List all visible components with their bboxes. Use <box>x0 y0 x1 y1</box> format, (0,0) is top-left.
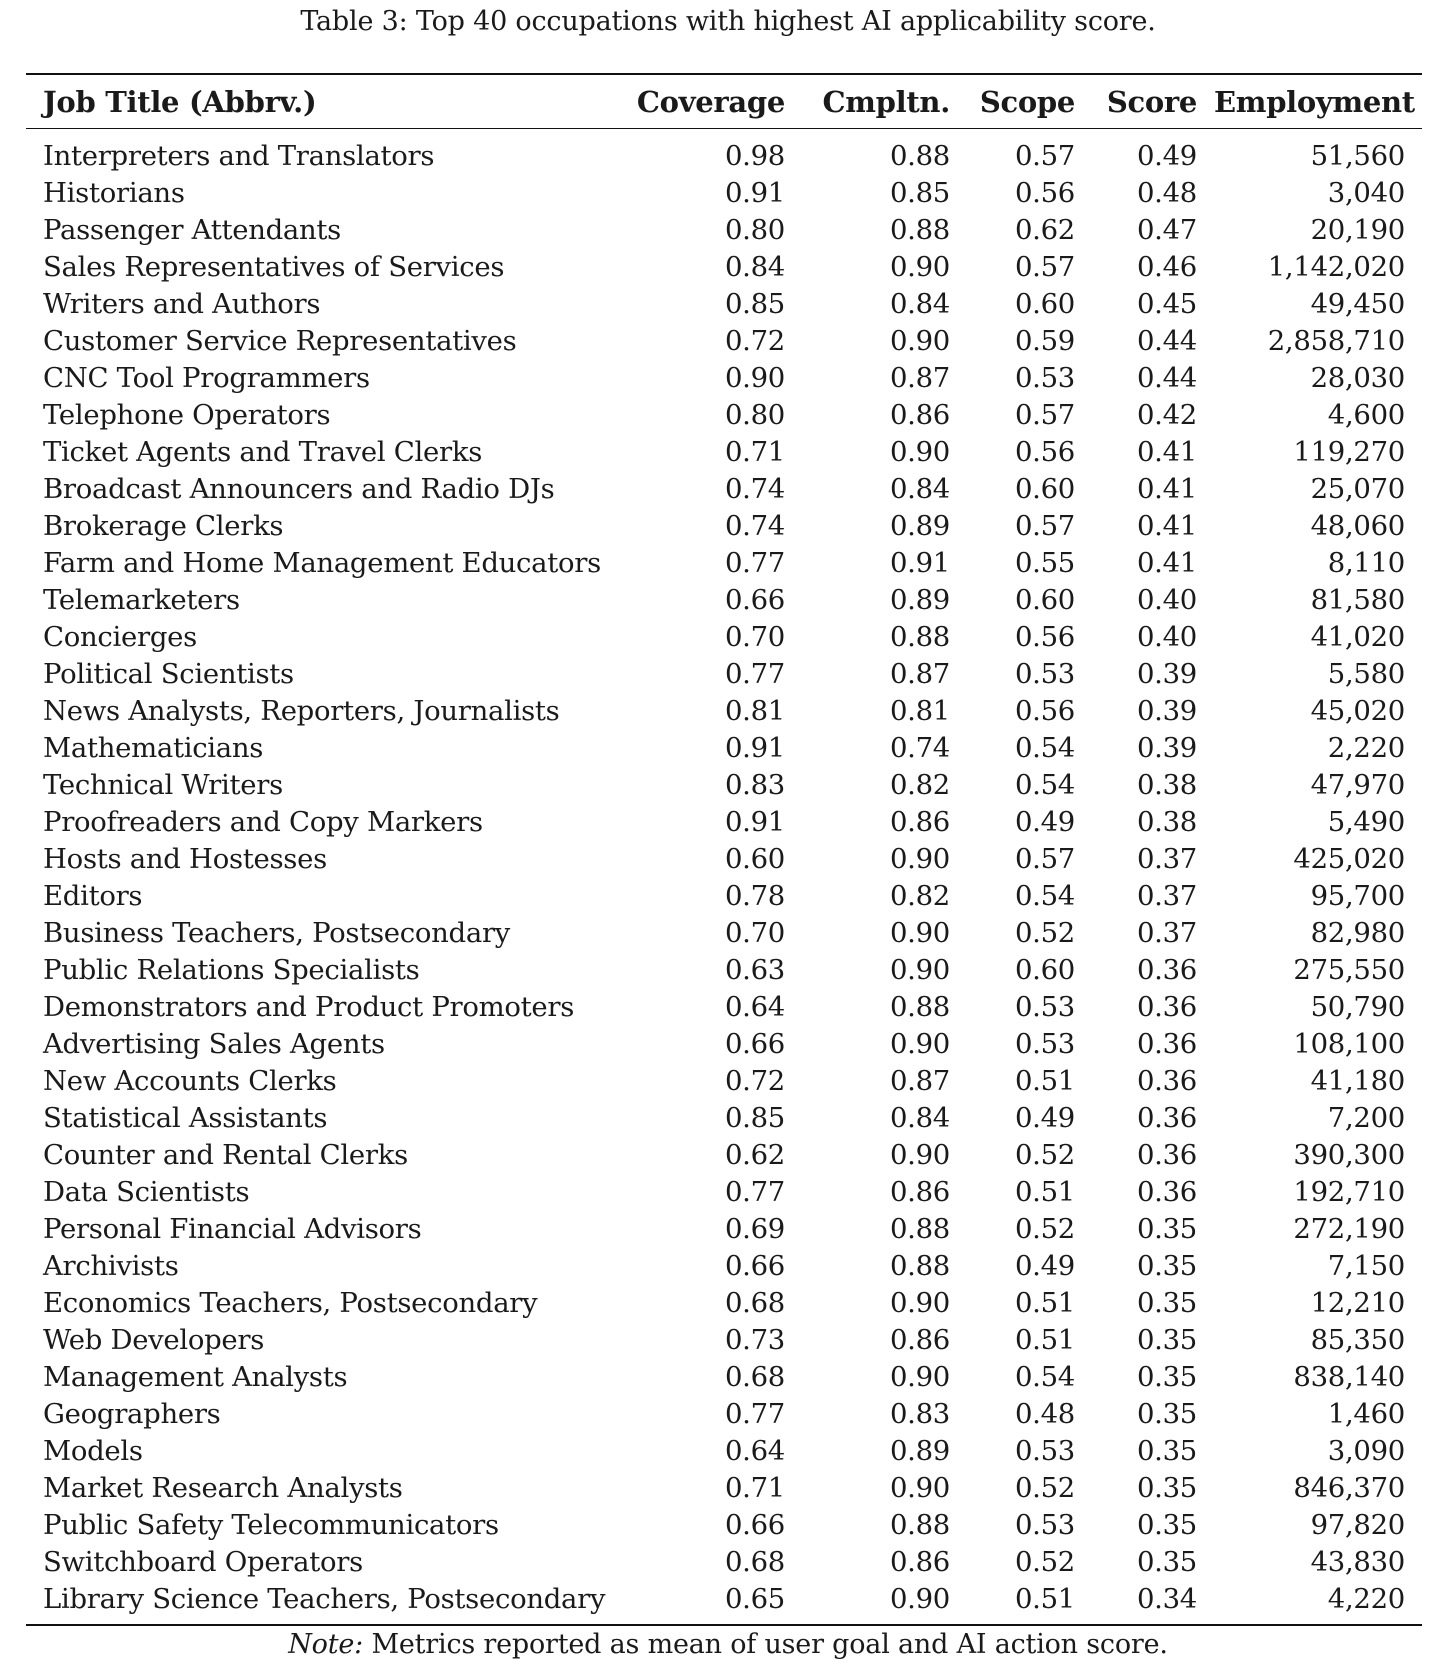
cell-coverage: 0.66 <box>724 1028 785 1060</box>
cell-job-title: Management Analysts <box>43 1361 348 1393</box>
cell-employment: 82,980 <box>1310 917 1405 949</box>
cell-scope: 0.60 <box>1014 288 1075 320</box>
cell-scope: 0.53 <box>1014 1435 1075 1467</box>
cell-employment: 3,040 <box>1327 177 1405 209</box>
cell-employment: 41,180 <box>1310 1065 1405 1097</box>
table-row <box>26 360 1422 397</box>
cell-coverage: 0.66 <box>724 1509 785 1541</box>
cell-coverage: 0.71 <box>724 1472 785 1504</box>
table-row <box>26 582 1422 619</box>
cell-scope: 0.52 <box>1014 1213 1075 1245</box>
cell-coverage: 0.66 <box>724 584 785 616</box>
cell-cmpltn: 0.89 <box>889 1435 950 1467</box>
cell-coverage: 0.68 <box>724 1546 785 1578</box>
table-row <box>26 1396 1422 1433</box>
cell-scope: 0.54 <box>1014 769 1075 801</box>
cell-score: 0.41 <box>1136 510 1197 542</box>
cell-cmpltn: 0.88 <box>889 991 950 1023</box>
cell-job-title: Library Science Teachers, Postsecondary <box>43 1583 606 1615</box>
cell-cmpltn: 0.90 <box>889 1139 950 1171</box>
table-row <box>26 767 1422 804</box>
cell-score: 0.35 <box>1136 1398 1197 1430</box>
cell-score: 0.45 <box>1136 288 1197 320</box>
table-row <box>26 1581 1422 1625</box>
note-label: Note: <box>288 1629 364 1660</box>
cell-cmpltn: 0.84 <box>889 288 950 320</box>
cell-coverage: 0.68 <box>724 1361 785 1393</box>
cell-job-title: Sales Representatives of Services <box>43 251 505 283</box>
cell-coverage: 0.64 <box>724 991 785 1023</box>
table-row <box>26 212 1422 249</box>
cell-cmpltn: 0.90 <box>889 843 950 875</box>
table-row <box>26 989 1422 1026</box>
cell-employment: 28,030 <box>1310 362 1405 394</box>
cell-cmpltn: 0.74 <box>889 732 950 764</box>
cell-job-title: Interpreters and Translators <box>43 140 435 172</box>
cell-job-title: Market Research Analysts <box>43 1472 403 1504</box>
table-row <box>26 693 1422 730</box>
cell-coverage: 0.91 <box>724 177 785 209</box>
cell-coverage: 0.84 <box>724 251 785 283</box>
cell-cmpltn: 0.86 <box>889 1176 950 1208</box>
table-row <box>26 619 1422 656</box>
cell-score: 0.48 <box>1136 177 1197 209</box>
table-row <box>26 1026 1422 1063</box>
table-row <box>26 397 1422 434</box>
cell-score: 0.37 <box>1136 843 1197 875</box>
cell-employment: 1,460 <box>1327 1398 1405 1430</box>
table-row <box>26 878 1422 915</box>
header-score: Score <box>1106 84 1197 119</box>
cell-scope: 0.54 <box>1014 880 1075 912</box>
cell-coverage: 0.91 <box>724 732 785 764</box>
cell-scope: 0.56 <box>1014 695 1075 727</box>
cell-coverage: 0.71 <box>724 436 785 468</box>
cell-cmpltn: 0.90 <box>889 251 950 283</box>
table-row <box>26 1285 1422 1322</box>
cell-cmpltn: 0.90 <box>889 1361 950 1393</box>
cell-job-title: Web Developers <box>43 1324 265 1356</box>
cell-coverage: 0.60 <box>724 843 785 875</box>
cell-coverage: 0.80 <box>724 399 785 431</box>
cell-coverage: 0.85 <box>724 288 785 320</box>
table-row <box>26 545 1422 582</box>
table-header-row <box>26 74 1422 129</box>
cell-coverage: 0.64 <box>724 1435 785 1467</box>
cell-cmpltn: 0.85 <box>889 177 950 209</box>
table-row <box>26 656 1422 693</box>
cell-score: 0.41 <box>1136 547 1197 579</box>
table-body <box>26 129 1422 1626</box>
cell-scope: 0.51 <box>1014 1065 1075 1097</box>
cell-employment: 119,270 <box>1293 436 1405 468</box>
cell-employment: 97,820 <box>1310 1509 1405 1541</box>
cell-scope: 0.53 <box>1014 1028 1075 1060</box>
cell-coverage: 0.77 <box>724 1176 785 1208</box>
cell-cmpltn: 0.82 <box>889 880 950 912</box>
cell-cmpltn: 0.83 <box>889 1398 950 1430</box>
cell-employment: 425,020 <box>1293 843 1405 875</box>
cell-score: 0.35 <box>1136 1213 1197 1245</box>
cell-score: 0.36 <box>1136 991 1197 1023</box>
cell-employment: 108,100 <box>1293 1028 1405 1060</box>
cell-score: 0.44 <box>1136 325 1197 357</box>
cell-score: 0.35 <box>1136 1361 1197 1393</box>
cell-job-title: Farm and Home Management Educators <box>43 547 601 579</box>
table-row <box>26 1063 1422 1100</box>
header-coverage: Coverage <box>636 84 785 119</box>
cell-employment: 7,200 <box>1327 1102 1405 1134</box>
cell-scope: 0.51 <box>1014 1176 1075 1208</box>
cell-job-title: Political Scientists <box>43 658 294 690</box>
occupations-table <box>26 73 1422 1626</box>
table-row <box>26 1322 1422 1359</box>
cell-cmpltn: 0.88 <box>889 1213 950 1245</box>
cell-cmpltn: 0.89 <box>889 584 950 616</box>
table-row <box>26 508 1422 545</box>
cell-job-title: News Analysts, Reporters, Journalists <box>43 695 560 727</box>
note-text: Metrics reported as mean of user goal and AI action score. <box>371 1629 1168 1660</box>
cell-cmpltn: 0.87 <box>889 1065 950 1097</box>
cell-coverage: 0.65 <box>724 1583 785 1615</box>
cell-score: 0.39 <box>1136 658 1197 690</box>
cell-cmpltn: 0.82 <box>889 769 950 801</box>
cell-score: 0.35 <box>1136 1435 1197 1467</box>
cell-employment: 81,580 <box>1310 584 1405 616</box>
cell-job-title: Hosts and Hostesses <box>43 843 327 875</box>
cell-coverage: 0.77 <box>724 1398 785 1430</box>
cell-scope: 0.60 <box>1014 954 1075 986</box>
cell-scope: 0.54 <box>1014 732 1075 764</box>
cell-scope: 0.57 <box>1014 399 1075 431</box>
cell-cmpltn: 0.87 <box>889 658 950 690</box>
table-note <box>0 1628 1456 1662</box>
cell-score: 0.38 <box>1136 769 1197 801</box>
cell-job-title: Proofreaders and Copy Markers <box>43 806 483 838</box>
cell-score: 0.37 <box>1136 917 1197 949</box>
table-row <box>26 1137 1422 1174</box>
cell-coverage: 0.72 <box>724 325 785 357</box>
cell-scope: 0.52 <box>1014 1472 1075 1504</box>
table-row <box>26 1174 1422 1211</box>
cell-coverage: 0.77 <box>724 547 785 579</box>
cell-cmpltn: 0.86 <box>889 1546 950 1578</box>
cell-cmpltn: 0.86 <box>889 806 950 838</box>
cell-job-title: Brokerage Clerks <box>43 510 284 542</box>
cell-cmpltn: 0.89 <box>889 510 950 542</box>
cell-job-title: Writers and Authors <box>43 288 321 320</box>
cell-employment: 838,140 <box>1293 1361 1405 1393</box>
table-row <box>26 471 1422 508</box>
cell-job-title: Statistical Assistants <box>43 1102 328 1134</box>
cell-scope: 0.51 <box>1014 1287 1075 1319</box>
header-employment: Employment <box>1214 84 1415 119</box>
cell-employment: 7,150 <box>1327 1250 1405 1282</box>
table-row <box>26 1211 1422 1248</box>
cell-coverage: 0.62 <box>724 1139 785 1171</box>
cell-cmpltn: 0.86 <box>889 399 950 431</box>
cell-employment: 48,060 <box>1310 510 1405 542</box>
cell-employment: 4,600 <box>1327 399 1405 431</box>
table-row <box>26 286 1422 323</box>
cell-score: 0.47 <box>1136 214 1197 246</box>
cell-cmpltn: 0.90 <box>889 917 950 949</box>
cell-cmpltn: 0.90 <box>889 1287 950 1319</box>
cell-coverage: 0.66 <box>724 1250 785 1282</box>
cell-scope: 0.53 <box>1014 362 1075 394</box>
table-row <box>26 804 1422 841</box>
cell-coverage: 0.80 <box>724 214 785 246</box>
cell-coverage: 0.70 <box>724 917 785 949</box>
cell-cmpltn: 0.90 <box>889 325 950 357</box>
cell-score: 0.35 <box>1136 1509 1197 1541</box>
cell-job-title: Public Relations Specialists <box>43 954 420 986</box>
cell-cmpltn: 0.91 <box>889 547 950 579</box>
cell-job-title: Customer Service Representatives <box>43 325 517 357</box>
cell-scope: 0.53 <box>1014 991 1075 1023</box>
cell-cmpltn: 0.86 <box>889 1324 950 1356</box>
cell-coverage: 0.70 <box>724 621 785 653</box>
cell-employment: 8,110 <box>1327 547 1405 579</box>
cell-scope: 0.51 <box>1014 1324 1075 1356</box>
cell-score: 0.35 <box>1136 1324 1197 1356</box>
cell-employment: 3,090 <box>1327 1435 1405 1467</box>
cell-job-title: Switchboard Operators <box>43 1546 363 1578</box>
cell-cmpltn: 0.90 <box>889 1472 950 1504</box>
cell-employment: 5,490 <box>1327 806 1405 838</box>
cell-scope: 0.48 <box>1014 1398 1075 1430</box>
cell-job-title: Geographers <box>43 1398 221 1430</box>
cell-job-title: Demonstrators and Product Promoters <box>43 991 575 1023</box>
table-row <box>26 434 1422 471</box>
cell-coverage: 0.78 <box>724 880 785 912</box>
cell-scope: 0.53 <box>1014 658 1075 690</box>
cell-job-title: CNC Tool Programmers <box>43 362 370 394</box>
cell-employment: 47,970 <box>1310 769 1405 801</box>
cell-cmpltn: 0.90 <box>889 1583 950 1615</box>
cell-cmpltn: 0.84 <box>889 1102 950 1134</box>
cell-coverage: 0.68 <box>724 1287 785 1319</box>
cell-employment: 25,070 <box>1310 473 1405 505</box>
table-row <box>26 323 1422 360</box>
cell-score: 0.39 <box>1136 695 1197 727</box>
cell-score: 0.41 <box>1136 436 1197 468</box>
table-caption: Table 3: Top 40 occupations with highest AI applicability score. <box>300 6 1156 37</box>
cell-score: 0.40 <box>1136 584 1197 616</box>
cell-employment: 45,020 <box>1310 695 1405 727</box>
table-row <box>26 1470 1422 1507</box>
table-row <box>26 1359 1422 1396</box>
cell-coverage: 0.81 <box>724 695 785 727</box>
cell-score: 0.36 <box>1136 1139 1197 1171</box>
cell-score: 0.46 <box>1136 251 1197 283</box>
cell-employment: 49,450 <box>1310 288 1405 320</box>
cell-score: 0.35 <box>1136 1287 1197 1319</box>
cell-score: 0.36 <box>1136 1102 1197 1134</box>
cell-cmpltn: 0.88 <box>889 214 950 246</box>
cell-employment: 51,560 <box>1310 140 1405 172</box>
cell-score: 0.36 <box>1136 1065 1197 1097</box>
header-scope: Scope <box>979 84 1075 119</box>
cell-score: 0.35 <box>1136 1472 1197 1504</box>
cell-coverage: 0.73 <box>724 1324 785 1356</box>
cell-employment: 192,710 <box>1293 1176 1405 1208</box>
table-row <box>26 915 1422 952</box>
cell-coverage: 0.74 <box>724 473 785 505</box>
cell-job-title: New Accounts Clerks <box>43 1065 337 1097</box>
table-row <box>26 175 1422 212</box>
cell-job-title: Mathematicians <box>43 732 264 764</box>
cell-coverage: 0.91 <box>724 806 785 838</box>
cell-cmpltn: 0.88 <box>889 140 950 172</box>
table-row <box>26 1100 1422 1137</box>
cell-job-title: Historians <box>43 177 185 209</box>
cell-coverage: 0.69 <box>724 1213 785 1245</box>
table-row <box>26 1507 1422 1544</box>
cell-scope: 0.57 <box>1014 251 1075 283</box>
cell-cmpltn: 0.90 <box>889 436 950 468</box>
cell-coverage: 0.74 <box>724 510 785 542</box>
cell-employment: 95,700 <box>1310 880 1405 912</box>
cell-score: 0.40 <box>1136 621 1197 653</box>
cell-scope: 0.56 <box>1014 177 1075 209</box>
cell-employment: 12,210 <box>1310 1287 1405 1319</box>
cell-coverage: 0.83 <box>724 769 785 801</box>
cell-employment: 1,142,020 <box>1267 251 1405 283</box>
cell-score: 0.36 <box>1136 954 1197 986</box>
cell-job-title: Data Scientists <box>43 1176 250 1208</box>
cell-job-title: Public Safety Telecommunicators <box>43 1509 499 1541</box>
cell-employment: 2,858,710 <box>1267 325 1405 357</box>
cell-scope: 0.55 <box>1014 547 1075 579</box>
cell-score: 0.35 <box>1136 1546 1197 1578</box>
cell-scope: 0.59 <box>1014 325 1075 357</box>
cell-cmpltn: 0.88 <box>889 1250 950 1282</box>
cell-scope: 0.56 <box>1014 436 1075 468</box>
cell-scope: 0.52 <box>1014 1139 1075 1171</box>
cell-score: 0.36 <box>1136 1028 1197 1060</box>
cell-coverage: 0.90 <box>724 362 785 394</box>
cell-job-title: Broadcast Announcers and Radio DJs <box>43 473 555 505</box>
cell-scope: 0.52 <box>1014 917 1075 949</box>
cell-scope: 0.49 <box>1014 1250 1075 1282</box>
cell-scope: 0.49 <box>1014 1102 1075 1134</box>
cell-score: 0.42 <box>1136 399 1197 431</box>
cell-scope: 0.60 <box>1014 473 1075 505</box>
cell-job-title: Concierges <box>43 621 197 653</box>
table-row <box>26 249 1422 286</box>
cell-job-title: Personal Financial Advisors <box>43 1213 422 1245</box>
cell-employment: 275,550 <box>1293 954 1405 986</box>
cell-employment: 2,220 <box>1327 732 1405 764</box>
cell-job-title: Economics Teachers, Postsecondary <box>43 1287 538 1319</box>
header-cmpltn: Cmpltn. <box>822 84 950 119</box>
cell-scope: 0.57 <box>1014 843 1075 875</box>
header-job-title: Job Title (Abbrv.) <box>43 84 317 119</box>
cell-score: 0.39 <box>1136 732 1197 764</box>
cell-scope: 0.56 <box>1014 621 1075 653</box>
cell-scope: 0.52 <box>1014 1546 1075 1578</box>
cell-cmpltn: 0.88 <box>889 1509 950 1541</box>
cell-job-title: Telephone Operators <box>43 399 331 431</box>
table-row <box>26 952 1422 989</box>
cell-scope: 0.54 <box>1014 1361 1075 1393</box>
cell-cmpltn: 0.87 <box>889 362 950 394</box>
table-row <box>26 129 1422 176</box>
cell-job-title: Ticket Agents and Travel Clerks <box>43 436 483 468</box>
cell-job-title: Counter and Rental Clerks <box>43 1139 408 1171</box>
cell-cmpltn: 0.90 <box>889 1028 950 1060</box>
cell-score: 0.44 <box>1136 362 1197 394</box>
cell-employment: 43,830 <box>1310 1546 1405 1578</box>
cell-score: 0.37 <box>1136 880 1197 912</box>
cell-job-title: Editors <box>43 880 143 912</box>
cell-score: 0.34 <box>1136 1583 1197 1615</box>
cell-job-title: Business Teachers, Postsecondary <box>43 917 511 949</box>
cell-job-title: Archivists <box>43 1250 179 1282</box>
cell-score: 0.38 <box>1136 806 1197 838</box>
cell-job-title: Technical Writers <box>43 769 283 801</box>
cell-employment: 5,580 <box>1327 658 1405 690</box>
cell-employment: 50,790 <box>1310 991 1405 1023</box>
cell-scope: 0.51 <box>1014 1583 1075 1615</box>
table-row <box>26 1248 1422 1285</box>
cell-cmpltn: 0.90 <box>889 954 950 986</box>
cell-score: 0.49 <box>1136 140 1197 172</box>
cell-scope: 0.60 <box>1014 584 1075 616</box>
cell-score: 0.35 <box>1136 1250 1197 1282</box>
cell-coverage: 0.72 <box>724 1065 785 1097</box>
cell-scope: 0.62 <box>1014 214 1075 246</box>
cell-scope: 0.57 <box>1014 140 1075 172</box>
cell-cmpltn: 0.88 <box>889 621 950 653</box>
cell-score: 0.36 <box>1136 1176 1197 1208</box>
cell-employment: 390,300 <box>1293 1139 1405 1171</box>
cell-coverage: 0.63 <box>724 954 785 986</box>
cell-job-title: Passenger Attendants <box>43 214 341 246</box>
table-row <box>26 841 1422 878</box>
cell-coverage: 0.77 <box>724 658 785 690</box>
table-row <box>26 1544 1422 1581</box>
cell-employment: 20,190 <box>1310 214 1405 246</box>
cell-cmpltn: 0.84 <box>889 473 950 505</box>
table-row <box>26 1433 1422 1470</box>
cell-employment: 4,220 <box>1327 1583 1405 1615</box>
cell-scope: 0.49 <box>1014 806 1075 838</box>
cell-employment: 272,190 <box>1293 1213 1405 1245</box>
cell-coverage: 0.85 <box>724 1102 785 1134</box>
cell-employment: 85,350 <box>1310 1324 1405 1356</box>
cell-job-title: Models <box>43 1435 143 1467</box>
cell-scope: 0.53 <box>1014 1509 1075 1541</box>
cell-job-title: Telemarketers <box>43 584 240 616</box>
cell-coverage: 0.98 <box>724 140 785 172</box>
table-container <box>26 73 1422 1626</box>
table-row <box>26 730 1422 767</box>
cell-employment: 41,020 <box>1310 621 1405 653</box>
cell-cmpltn: 0.81 <box>889 695 950 727</box>
cell-score: 0.41 <box>1136 473 1197 505</box>
cell-scope: 0.57 <box>1014 510 1075 542</box>
cell-employment: 846,370 <box>1293 1472 1405 1504</box>
cell-job-title: Advertising Sales Agents <box>43 1028 385 1060</box>
